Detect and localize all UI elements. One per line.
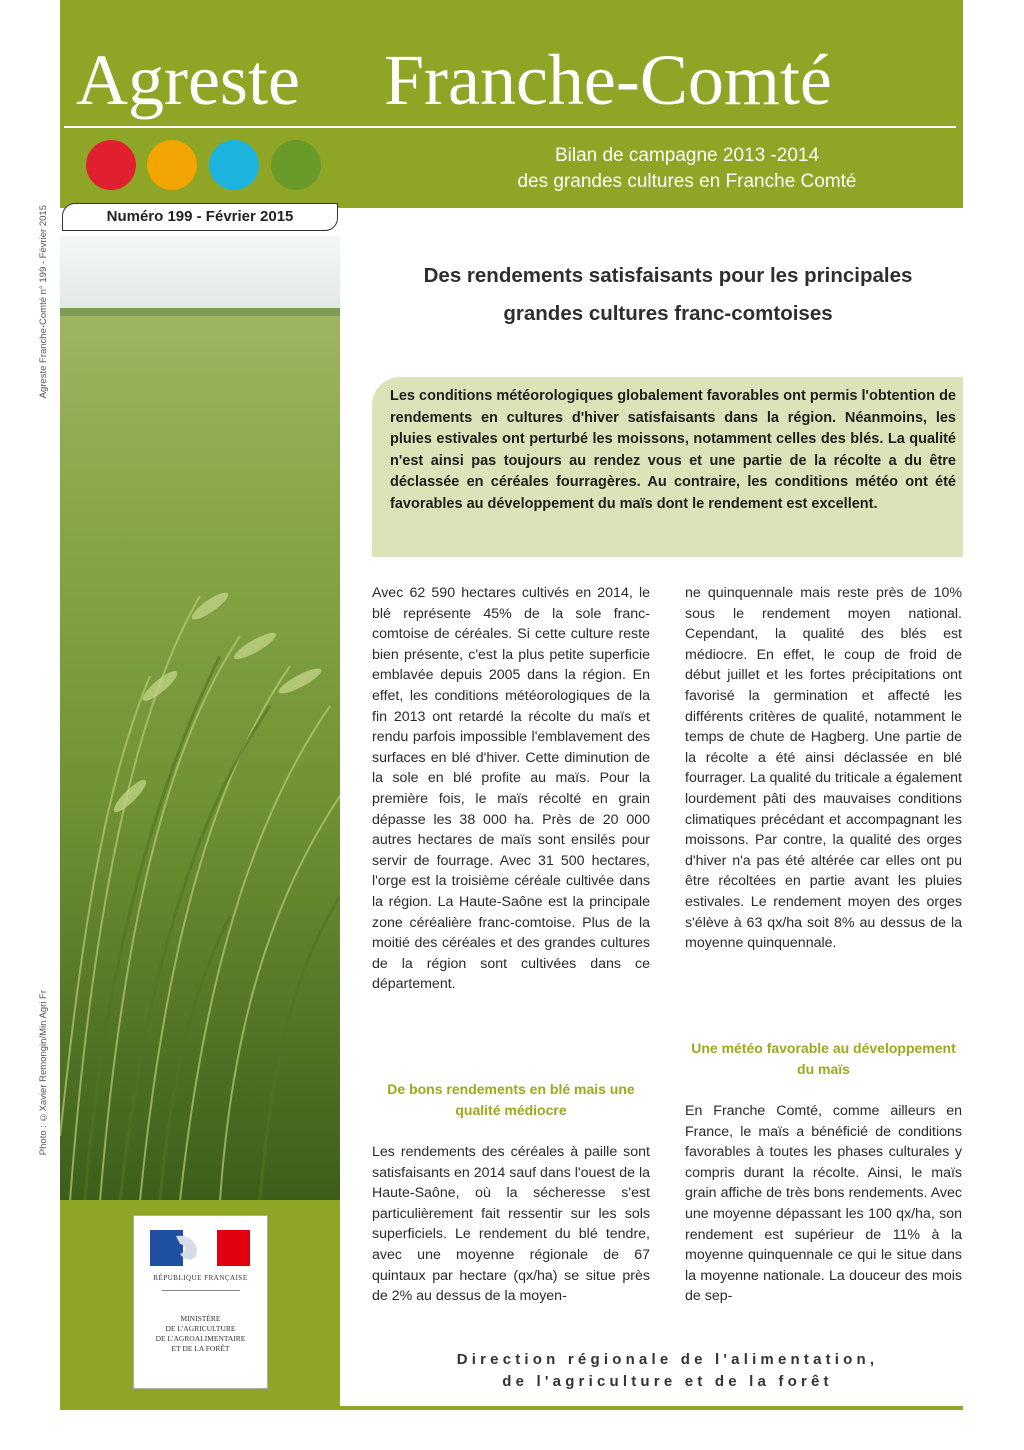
masthead-title: Agreste <box>76 40 300 120</box>
section-heading-maize: Une météo favorable au développement du maïs <box>691 1040 956 1077</box>
logo-divider <box>162 1290 240 1291</box>
ministry-logo <box>133 1215 268 1389</box>
green-dot-icon <box>271 140 321 190</box>
photo-credit <box>38 990 60 1200</box>
subtitle-line-2: des grandes cultures en Franche Comté <box>517 171 857 193</box>
headline <box>360 257 976 333</box>
subtitle <box>452 143 922 195</box>
masthead-rule <box>64 126 956 128</box>
headline-line-1: Des rendements satisfaisants pour les principales <box>423 264 913 287</box>
blue-dot-icon <box>209 140 259 190</box>
side-caption <box>38 205 60 455</box>
masthead-region: Franche-Comté <box>384 40 832 120</box>
orange-dot-icon <box>147 140 197 190</box>
red-dot-icon <box>86 140 136 190</box>
photo-credit-text: Photo : ©Xavier Remongin/Min Agri Fr <box>38 990 49 1156</box>
section-heading-wheat: De bons rendements en blé mais une qualité médiocre <box>387 1081 635 1118</box>
footer-rule <box>60 1406 963 1410</box>
footer-direction: Direction régionale de l'alimentation, de l'agriculture et de la forêt <box>456 1351 879 1390</box>
ministry-name: MINISTÈRE DE L'AGRICULTURE DE L'AGROALIMENTAIRE ET DE LA FORÊT <box>155 1314 246 1353</box>
subtitle-line-1: Bilan de campagne 2013 -2014 <box>554 145 820 166</box>
body-paragraph: Les rendements des céréales à paille sont satisfaisants en 2014 sauf dans l'ouest de la Haute-Saône, où la sécheresse s'est particulièrement fait ressentir sur les sols superficiels. Le rendement du blé tendre, avec une moyenne régionale de 67 quintaux par hectare (qx/ha) se situe près de 2% au dessus de la moyen- <box>372 1144 650 1305</box>
body-paragraph: En Franche Comté, comme ailleurs en France, le maïs a bénéficié de conditions favorables à toutes les phases culturales y compris durant la récolte. Ainsi, le maïs grain affiche de très bons rendements. Avec une moyenne dépassant les 100 qx/ha, son rendement est supérieur de 11% à la moyenne quinquennale ce qui le situe dans la moyenne nationale. La douceur des mois de sep- <box>685 1103 962 1305</box>
side-caption-text: Agreste Franche-Comté n° 199 - Février 2015 <box>38 205 49 399</box>
intro-text: Les conditions météorologiques globalement favorables ont permis l'obtention de rendements en cultures d'hiver satisfaisants dans la région. Néanmoins, les pluies estivales ont perturbé les moissons, notamment celles des blés. La qualité n'est ainsi pas toujours au rendez vous et une partie de la récolte a du être déclassée en céréales fourragères. Au contraire, les conditions météo ont été favorables au développement du maïs dont le rendement est excellent. <box>390 388 956 512</box>
issue-number: Numéro 199 - Février 2015 <box>62 203 338 231</box>
republique-francaise-label: RÉPUBLIQUE FRANÇAISE <box>153 1274 248 1282</box>
body-paragraph: ne quinquennale mais reste près de 10% sous le rendement moyen national. Cependant, la qualité des blés est médiocre. En effet, le coup de froid de début juillet et les fortes précipitations ont favorisé la germination et affecté les différents critères de qualité, notamment le temps de chute de Hagberg. Une partie de la récolte a été ainsi déclassée en blé fourrager. La qualité du triticale a également lourdement pâti des mauvaises conditions climatiques précédant et accompagnant les moissons. Par contre, la qualité des orges d'hiver n'a pas été altérée car elles ont pu être récoltées en partie avant les pluies estivales. Le rendement moyen des orges s'élève à 63 qx/ha soit 8% au dessus de la moyenne quinquennale. <box>685 585 962 952</box>
wheat-field-photo <box>60 236 340 1201</box>
headline-line-2: grandes cultures franc-comtoises <box>503 302 833 325</box>
marianne-flag-icon <box>150 1230 250 1266</box>
body-paragraph: Avec 62 590 hectares cultivés en 2014, le blé représente 45% de la sole franc-comtoise de céréales. Si cette culture reste bien présente, c'est la plus petite superficie emblavée depuis 2005 dans la région. En effet, les conditions météorologiques de la fin 2013 ont retardé la récolte du maïs et rendu parfois impossible l'emblavement des surfaces en blé d'hiver. Cette diminution de la sole en blé profite au maïs. Pour la première fois, le maïs récolté en grain dépasse les 38 000 ha. Près de 20 000 autres hectares de maïs sont ensilés pour servir de fourrage. Avec 31 500 hectares, l'orge est la troisième céréale cultivée dans la région. La Haute-Saône est la principale zone céréalière franc-comtoise. Plus de la moitié des céréales et des grandes cultures de la région sont cultivées dans ce département. <box>372 585 650 993</box>
